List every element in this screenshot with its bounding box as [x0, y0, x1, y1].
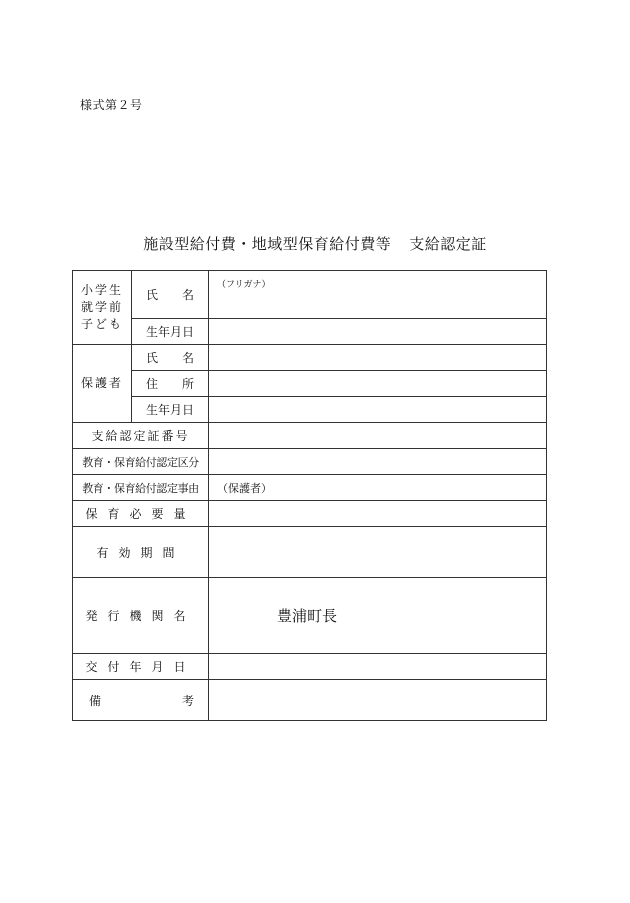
table-row-issuer [73, 578, 547, 654]
child-name-field[interactable] [209, 271, 547, 319]
table-row-guardian-name [73, 345, 547, 371]
table-row-guardian-address [73, 371, 547, 397]
table-row-remarks [73, 680, 547, 721]
guardian-address-label: 住 所 [132, 371, 209, 397]
edu-reason-label: 教育・保育給付認定事由 [73, 475, 209, 501]
furigana-note: （フリガナ） [217, 280, 271, 290]
care-amount-field[interactable] [209, 501, 547, 527]
document-title [0, 233, 630, 254]
validity-field[interactable] [209, 527, 547, 578]
edu-category-field[interactable] [209, 449, 547, 475]
table-row-issue-date [73, 654, 547, 680]
guardian-name-label: 氏 名 [132, 345, 209, 371]
issuer-field[interactable] [209, 578, 547, 654]
form-number: 様式第２号 [80, 98, 143, 112]
table-row-care-amount [73, 501, 547, 527]
child-group-line-3: 子ども [80, 317, 123, 331]
table-row-guardian-dob [73, 397, 547, 423]
edu-reason-value: （保護者） [217, 481, 272, 495]
remarks-label [73, 680, 209, 721]
issue-date-field[interactable] [209, 654, 547, 680]
child-group-line-1: 小学生 [80, 283, 123, 297]
guardian-dob-label: 生年月日 [132, 397, 209, 423]
child-dob-label: 生年月日 [132, 319, 209, 345]
table-row-child-name [73, 271, 547, 319]
remarks-field[interactable] [209, 680, 547, 721]
guardian-address-field[interactable] [209, 371, 547, 397]
child-dob-field[interactable] [209, 319, 547, 345]
table-row-cert-number [73, 423, 547, 449]
issuer-value: 豊浦町長 [277, 607, 338, 625]
guardian-dob-field[interactable] [209, 397, 547, 423]
guardian-name-field[interactable] [209, 345, 547, 371]
table-row-edu-reason [73, 475, 547, 501]
table-row-validity [73, 527, 547, 578]
edu-reason-field[interactable] [209, 475, 547, 501]
cert-number-field[interactable] [209, 423, 547, 449]
document-title-sub: 支給認定証 [409, 235, 487, 253]
document-title-main: 施設型給付費・地域型保育給付費等 [143, 235, 392, 253]
table-row-edu-category [73, 449, 547, 475]
child-name-label: 氏 名 [132, 271, 209, 319]
issuer-label: 発行機関名 [73, 578, 209, 654]
validity-label: 有効期間 [73, 527, 209, 578]
issue-date-label: 交付年月日 [73, 654, 209, 680]
child-group-line-2: 就学前 [80, 300, 123, 314]
certificate-table [72, 270, 547, 721]
care-amount-label: 保育必要量 [73, 501, 209, 527]
edu-category-label: 教育・保育給付認定区分 [73, 449, 209, 475]
child-group-label [73, 271, 132, 345]
table-row-child-dob [73, 319, 547, 345]
cert-number-label: 支給認定証番号 [73, 423, 209, 449]
remarks-label-a: 備 [89, 693, 102, 708]
remarks-label-b: 考 [181, 693, 194, 708]
guardian-group-label: 保護者 [73, 345, 132, 423]
